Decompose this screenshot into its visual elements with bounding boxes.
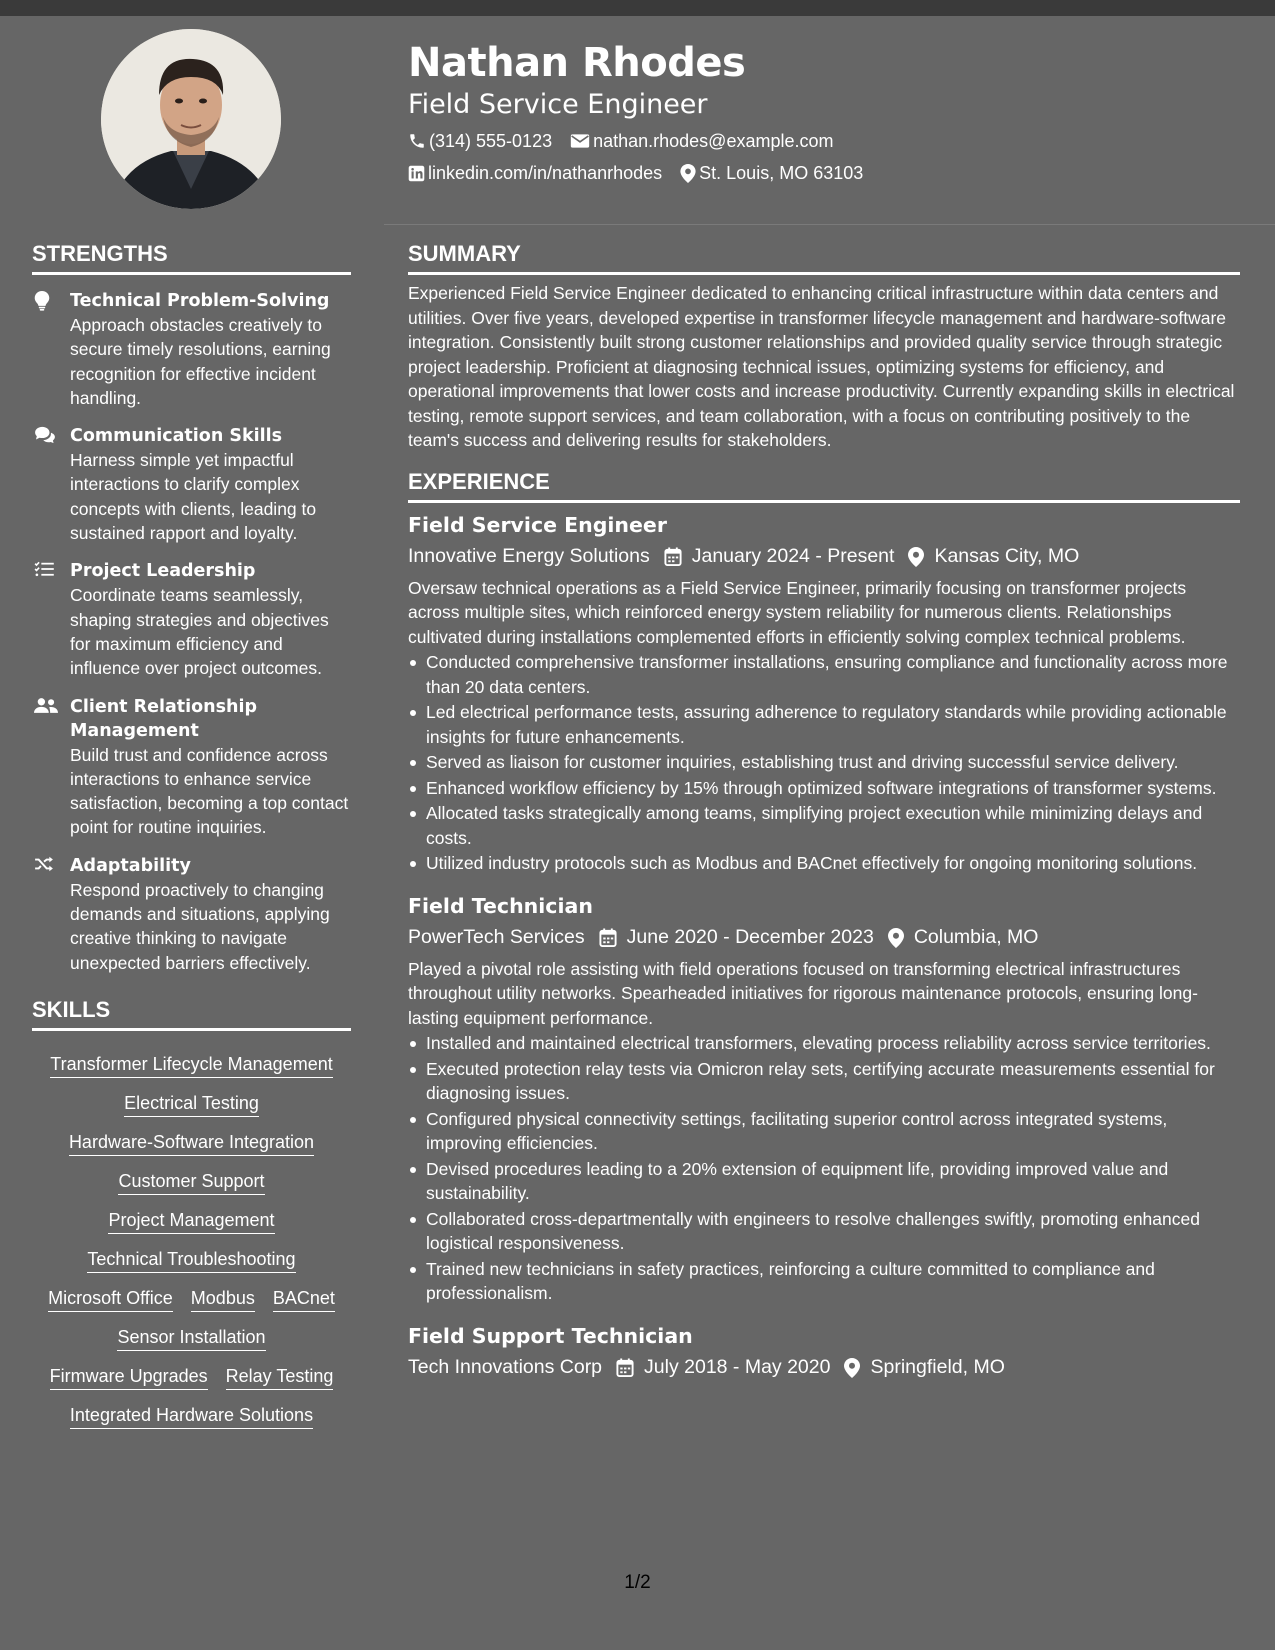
envelope-icon: [570, 132, 590, 150]
strength-title: Project Leadership: [70, 561, 256, 582]
skills-heading: SKILLS: [32, 997, 351, 1031]
job-dates: July 2018 - May 2020: [644, 1356, 831, 1378]
strength-description: Approach obstacles creatively to secure timely resolutions, earning recognition for effective incident handling.: [70, 315, 331, 408]
skill-tag: Customer Support: [118, 1170, 264, 1195]
resume-header: [408, 40, 1248, 185]
job-location: Columbia, MO: [913, 926, 1039, 948]
bullet-item: Collaborated cross-departmentally with engineers to resolve challenges swiftly, promoting enhanced logistical responsiveness.: [408, 1207, 1240, 1256]
contact-row-1: [408, 129, 1248, 153]
strength-description: Respond proactively to changing demands and situations, applying creative thinking to navigate unexpected barriers effectively.: [70, 879, 330, 973]
contact-row-2: [408, 161, 1248, 185]
job-bullets: [408, 650, 1240, 876]
strength-title: Communication Skills: [70, 426, 283, 447]
skill-tag: Sensor Installation: [117, 1326, 265, 1351]
skill-tag: Integrated Hardware Solutions: [70, 1404, 313, 1429]
skills-list: [32, 1039, 351, 1429]
skills-section: [32, 997, 351, 1429]
map-pin-icon: [908, 547, 924, 567]
map-pin-icon: [680, 164, 696, 183]
bullet-item: Trained new technicians in safety practices, reinforcing a culture committed to compliance and professionalism.: [408, 1257, 1240, 1306]
page-indicator: 1/2: [624, 1572, 651, 1593]
phone-icon: [408, 132, 426, 150]
summary-text: Experienced Field Service Engineer dedicated to enhancing critical infrastructure within data centers and utilities. Over five years, developed expertise in transformer lifecycle management and hardware-software integration. Consistently built strong customer relationships and provided quality service through strategic project leadership. Proficient at diagnosing technical issues, optimizing systems for efficiency, and operational improvements that lower costs and increase productivity. Currently expanding skills in electrical testing, remote support services, and team collaboration, with a focus on contributing positively to the team's success and delivering results for stakeholders.: [408, 283, 1235, 450]
email-text: nathan.rhodes@example.com: [593, 130, 834, 151]
skill-tag: Modbus: [191, 1287, 255, 1312]
linkedin-text: linkedin.com/in/nathanrhodes: [428, 162, 663, 183]
checklist-icon: [34, 561, 54, 577]
job-title: Field Service Engineer: [408, 512, 667, 537]
bullet-item: Allocated tasks strategically among teams, simplifying project execution while minimizing delays and costs.: [408, 801, 1240, 850]
company-name: Tech Innovations Corp: [408, 1356, 603, 1378]
bullet-item: Conducted comprehensive transformer installations, ensuring compliance and functionality across more than 20 data centers.: [408, 650, 1240, 699]
bullet-item: Enhanced workflow efficiency by 15% through optimized software integrations of transformer systems.: [408, 776, 1240, 801]
skill-tag: Hardware-Software Integration: [69, 1131, 314, 1156]
strength-item: [32, 559, 351, 680]
job-bullets: [408, 1031, 1240, 1306]
experience-section: [408, 469, 1240, 1382]
job-title: Field Support Technician: [408, 1323, 693, 1348]
job-title: Field Technician: [408, 893, 593, 918]
bullet-item: Served as liaison for customer inquiries, establishing trust and driving successful service delivery.: [408, 750, 1240, 775]
linkedin-contact[interactable]: [408, 163, 662, 184]
strength-description: Coordinate teams seamlessly, shaping strategies and objectives for maximum efficiency and influence over project outcomes.: [70, 585, 329, 679]
strength-title: Client Relationship Management: [70, 696, 258, 741]
top-bar: [0, 0, 1275, 16]
skill-tag: Project Management: [108, 1209, 274, 1234]
job-meta: [408, 924, 1240, 952]
users-icon: [34, 697, 58, 714]
header-divider: [384, 224, 1275, 225]
skill-tag: Firmware Upgrades: [50, 1365, 208, 1390]
summary-heading: SUMMARY: [408, 241, 1240, 275]
job-dates: January 2024 - Present: [691, 545, 895, 567]
lightbulb-icon: [34, 291, 50, 311]
job-meta: [408, 1354, 1240, 1382]
bullet-item: Executed protection relay tests via Omicron relay sets, certifying accurate measurements essential for diagnosing issues.: [408, 1057, 1240, 1106]
bullet-item: Utilized industry protocols such as Modbus and BACnet effectively for ongoing monitoring solutions.: [408, 851, 1240, 876]
strength-title: Technical Problem-Solving: [70, 291, 330, 311]
bullet-item: Devised procedures leading to a 20% extension of equipment life, providing improved value and sustainability.: [408, 1157, 1240, 1206]
job-entry: [408, 1322, 1240, 1382]
map-pin-icon: [888, 928, 904, 948]
skill-tag: Relay Testing: [226, 1365, 334, 1390]
strength-item: [32, 854, 351, 975]
phone-contact[interactable]: [408, 131, 552, 152]
bullet-item: Configured physical connectivity settings, facilitating superior control across integrated systems, improving efficiencies.: [408, 1107, 1240, 1156]
skill-tag: Technical Troubleshooting: [87, 1248, 295, 1273]
job-description: Played a pivotal role assisting with field operations focused on transforming electrical infrastructures throughout utility networks. Spearheaded initiatives for rigorous maintenance protocols, ensuring long-lasting equipment performance.: [408, 958, 1198, 1028]
skill-tag: Microsoft Office: [48, 1287, 173, 1312]
right-column: [408, 241, 1240, 1382]
experience-heading: EXPERIENCE: [408, 469, 1240, 503]
skill-tag: Transformer Lifecycle Management: [50, 1053, 332, 1078]
left-column: [32, 241, 351, 1429]
candidate-name: Nathan Rhodes: [408, 40, 746, 86]
bullet-item: Installed and maintained electrical transformers, elevating process reliability across service territories.: [408, 1031, 1240, 1056]
chat-bubbles-icon: [34, 426, 56, 444]
linkedin-icon: [408, 165, 425, 182]
calendar-icon: [599, 928, 617, 947]
job-description: Oversaw technical operations as a Field Service Engineer, primarily focusing on transformer projects across multiple sites, which reinforced energy system reliability for numerous clients. Relationships cultivated during installations complemented efforts in efficiently solving complex technical problems.: [408, 577, 1187, 647]
map-pin-icon: [844, 1358, 860, 1378]
calendar-icon: [616, 1358, 634, 1377]
profile-photo: [101, 29, 281, 209]
job-dates: June 2020 - December 2023: [626, 926, 874, 948]
strength-item: [32, 695, 351, 840]
job-entry: [408, 892, 1240, 1306]
skill-tag: BACnet: [273, 1287, 335, 1312]
job-location: Kansas City, MO: [934, 545, 1080, 567]
shuffle-icon: [34, 856, 54, 872]
strength-description: Build trust and confidence across interactions to enhance service satisfaction, becoming a top contact point for routine inquiries.: [70, 744, 349, 838]
candidate-title: Field Service Engineer: [408, 89, 708, 120]
strengths-heading: STRENGTHS: [32, 241, 351, 275]
job-location: Springfield, MO: [870, 1356, 1005, 1378]
strength-title: Adaptability: [70, 855, 191, 876]
bullet-item: Led electrical performance tests, assuring adherence to regulatory standards while providing actionable insights for future enhancements.: [408, 700, 1240, 749]
company-name: Innovative Energy Solutions: [408, 545, 650, 567]
location-contact: [680, 163, 863, 184]
phone-text: (314) 555-0123: [429, 130, 553, 151]
strength-item: [32, 424, 351, 545]
skill-tag: Electrical Testing: [124, 1092, 259, 1117]
job-entry: [408, 511, 1240, 876]
calendar-icon: [664, 547, 682, 566]
strength-description: Harness simple yet impactful interactions to clarify complex concepts with clients, leading to sustained rapport and loyalty.: [70, 450, 317, 544]
email-contact[interactable]: [570, 131, 833, 152]
location-text: St. Louis, MO 63103: [699, 162, 864, 183]
company-name: PowerTech Services: [408, 926, 585, 948]
job-meta: [408, 543, 1240, 571]
strength-item: [32, 289, 351, 410]
